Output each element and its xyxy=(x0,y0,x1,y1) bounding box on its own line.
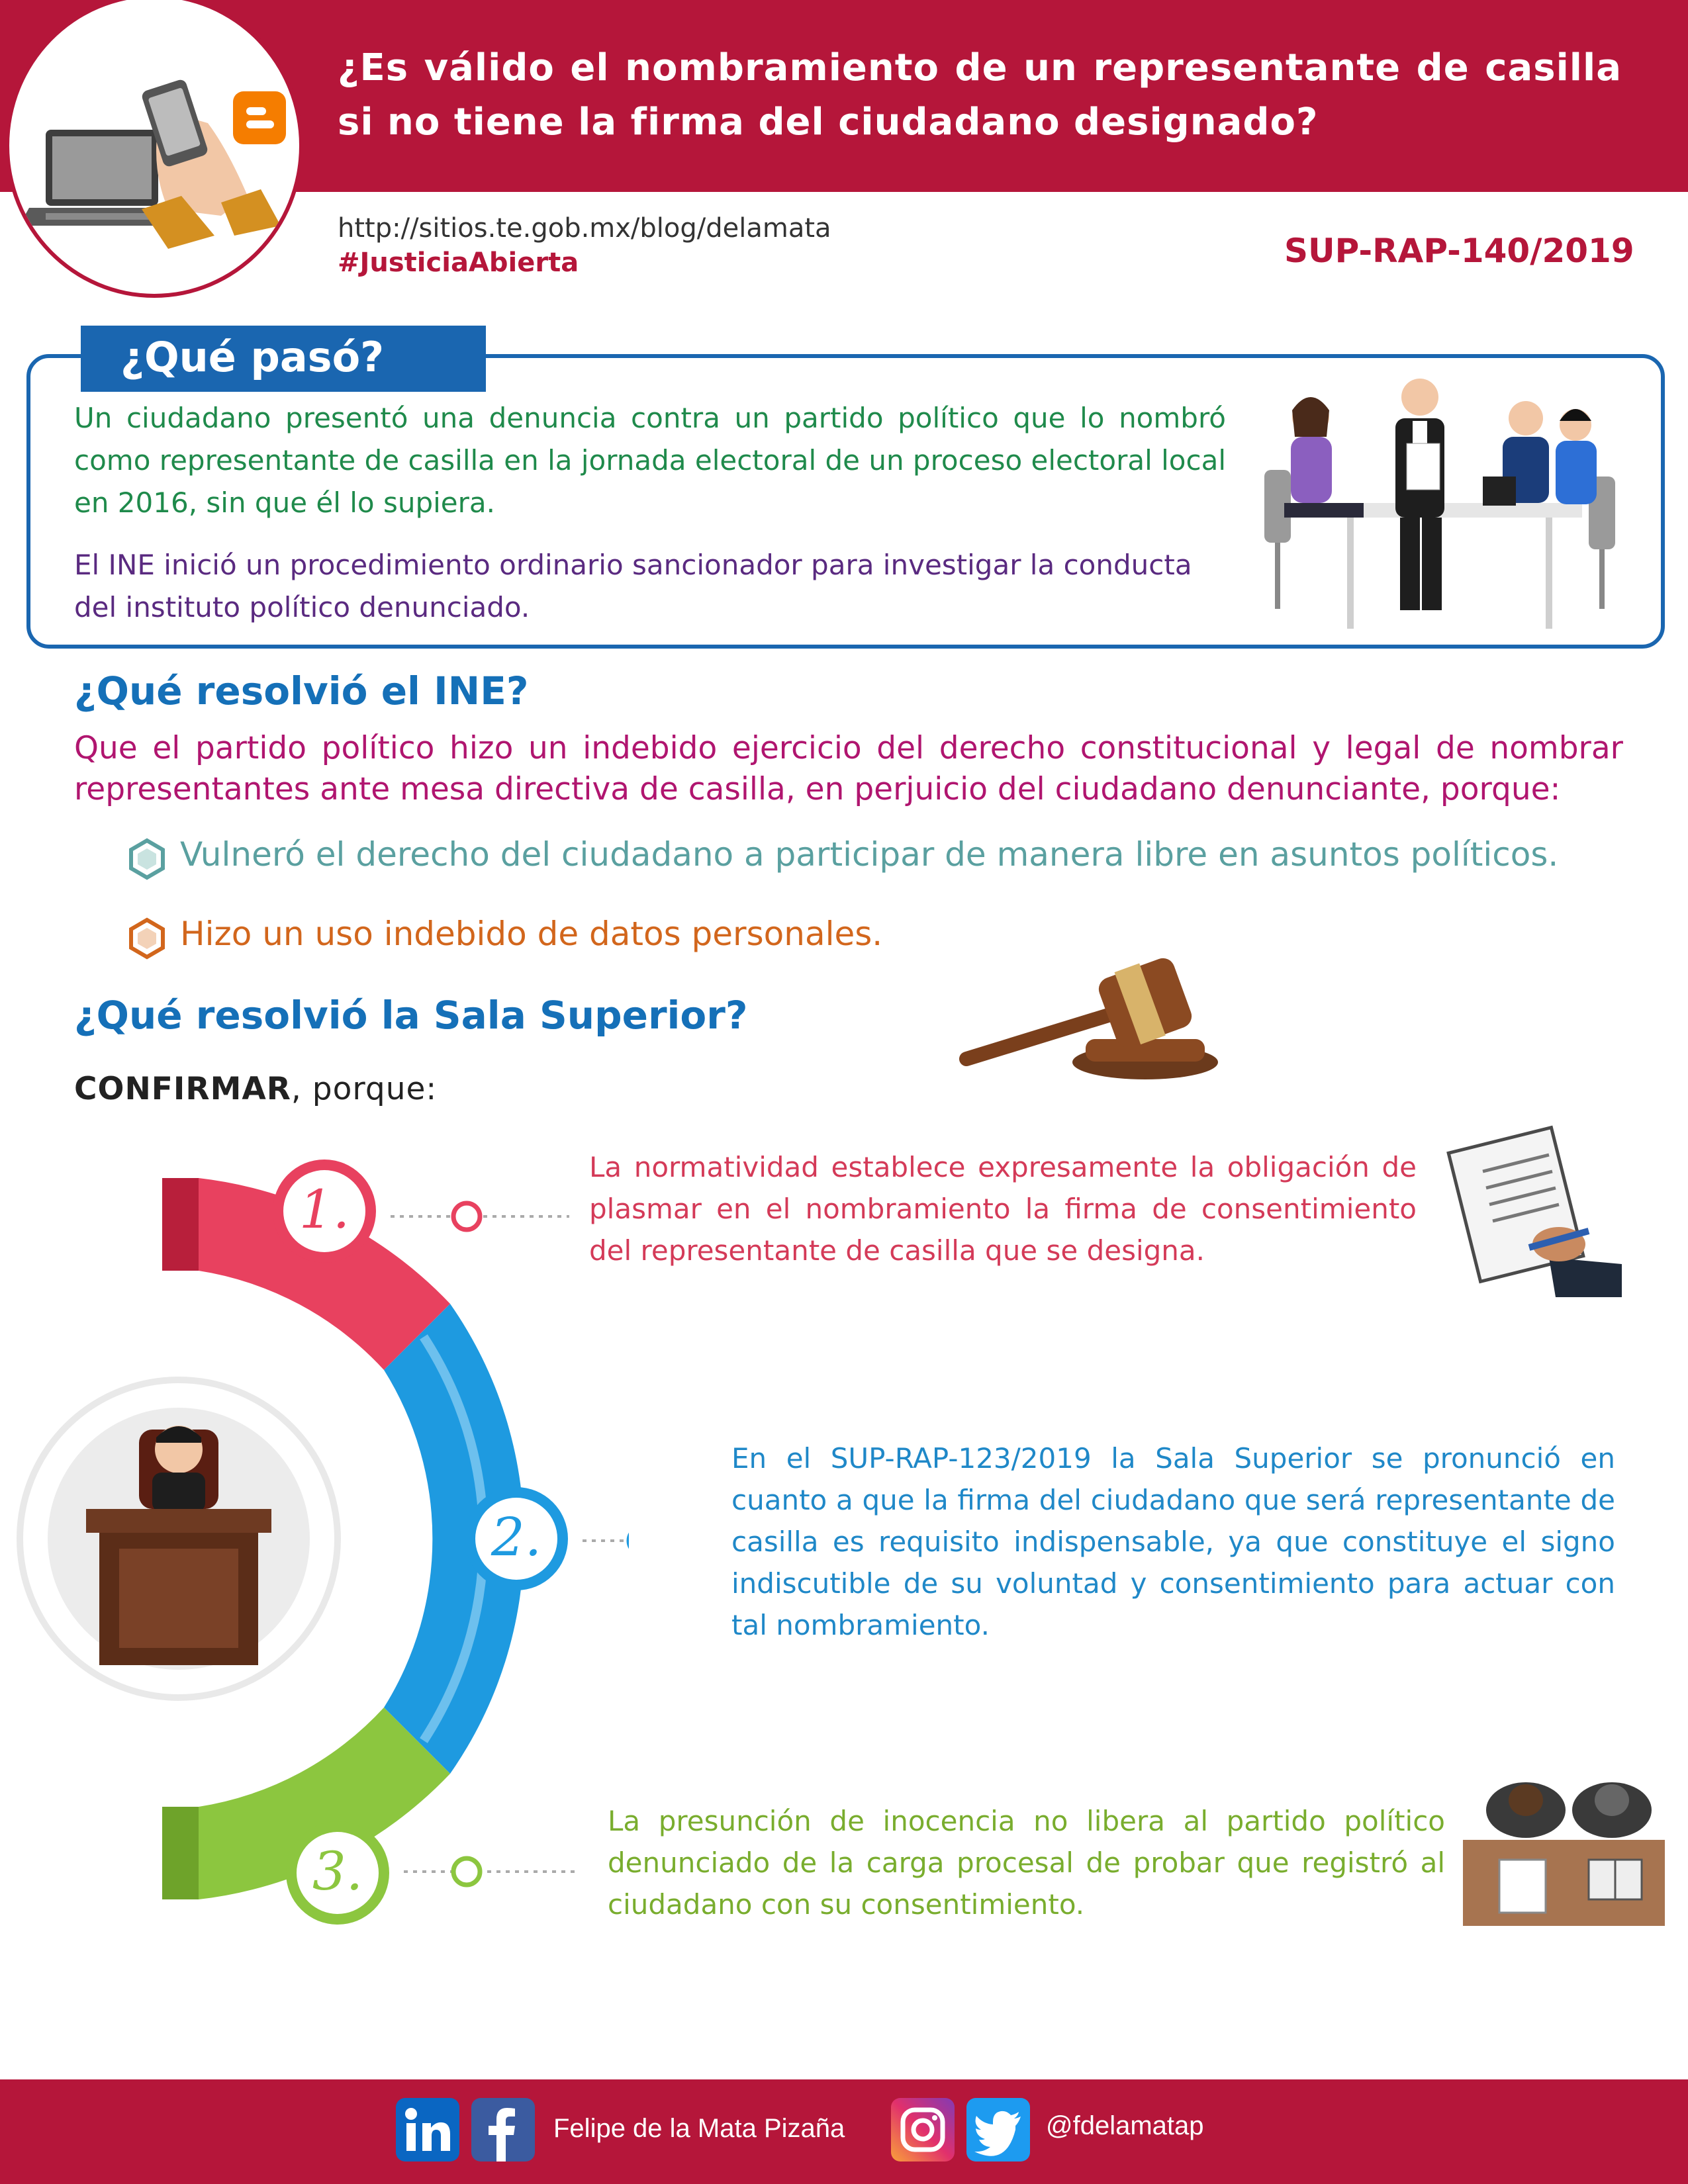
signing-document-icon xyxy=(1436,1125,1628,1297)
instagram-icon[interactable] xyxy=(891,2098,955,2161)
number-1: 1. xyxy=(299,1179,350,1240)
point-2-text: En el SUP-RAP-123/2019 la Sala Superior se pronunció en cuanto a que la firma del ciudadano que será representante de casilla es requisito indispensable, ya que constituye el signo indiscutible de su voluntad y consentimiento para actuar con tal nombramiento. xyxy=(731,1442,1615,1641)
twitter-icon[interactable] xyxy=(966,2098,1030,2161)
number-2: 2. xyxy=(491,1506,542,1568)
header-logo-illustration xyxy=(5,0,303,298)
hashtag: #JusticiaAbierta xyxy=(338,248,579,278)
hexagon-bullet-icon xyxy=(126,917,168,960)
number-3: 3. xyxy=(312,1841,363,1902)
confirm-rest: , porque: xyxy=(291,1071,438,1107)
sala-superior-title: ¿Qué resolvió la Sala Superior? xyxy=(74,993,748,1038)
point-1-text: La normatividad establece expresamente la obligación de plasmar en el nombramiento la firma de consentimiento del representante de casilla que se designa. xyxy=(589,1151,1417,1267)
footer-social-handle[interactable]: @fdelamatap xyxy=(1046,2111,1204,2140)
facebook-icon[interactable] xyxy=(471,2098,535,2161)
confirm-word: CONFIRMAR xyxy=(74,1071,291,1107)
que-paso-paragraph-1: Un ciudadano presentó una denuncia contra un partido político que lo nombró como representante de casilla en la jornada electoral de un proceso electoral local en 2016, sin que él lo supiera. xyxy=(74,402,1226,519)
que-paso-title: ¿Qué pasó? xyxy=(120,333,385,381)
linkedin-icon[interactable] xyxy=(396,2098,459,2161)
blogger-icon xyxy=(233,91,286,144)
meeting-illustration xyxy=(1258,371,1628,635)
hexagon-bullet-icon xyxy=(126,838,168,880)
ine-bullet-2: Hizo un uso indebido de datos personales. xyxy=(180,915,883,953)
confirm-line xyxy=(74,1071,437,1107)
meeting-table-icon xyxy=(1463,1780,1665,1926)
ine-text: Que el partido político hizo un indebido ejercicio del derecho constitucional y legal de nombrar representantes ante mesa directiva de casilla, en perjuicio del ciudadano denunciante, porque: xyxy=(74,730,1623,807)
page-title: ¿Es válido el nombramiento de un representante de casilla si no tiene la firma del ciudadano designado? xyxy=(338,46,1622,144)
que-paso-paragraph-2: El INE inició un procedimiento ordinario sancionador para investigar la conducta del instituto político denunciado. xyxy=(74,549,1192,623)
ine-title: ¿Qué resolvió el INE? xyxy=(74,668,529,713)
point-3-text: La presunción de inocencia no libera al partido político denunciado de la carga procesal de probar que registró al ciudadano con su consentimiento. xyxy=(608,1805,1445,1921)
resolution-diagram xyxy=(0,1138,629,1972)
blog-url-link[interactable]: http://sitios.te.gob.mx/blog/delamata xyxy=(338,213,831,244)
ine-bullet-1: Vulneró el derecho del ciudadano a participar de manera libre en asuntos políticos. xyxy=(180,835,1559,874)
gavel-icon xyxy=(940,940,1238,1085)
case-number: SUP-RAP-140/2019 xyxy=(1284,232,1634,270)
footer-author-name: Felipe de la Mata Pizaña xyxy=(553,2114,845,2143)
